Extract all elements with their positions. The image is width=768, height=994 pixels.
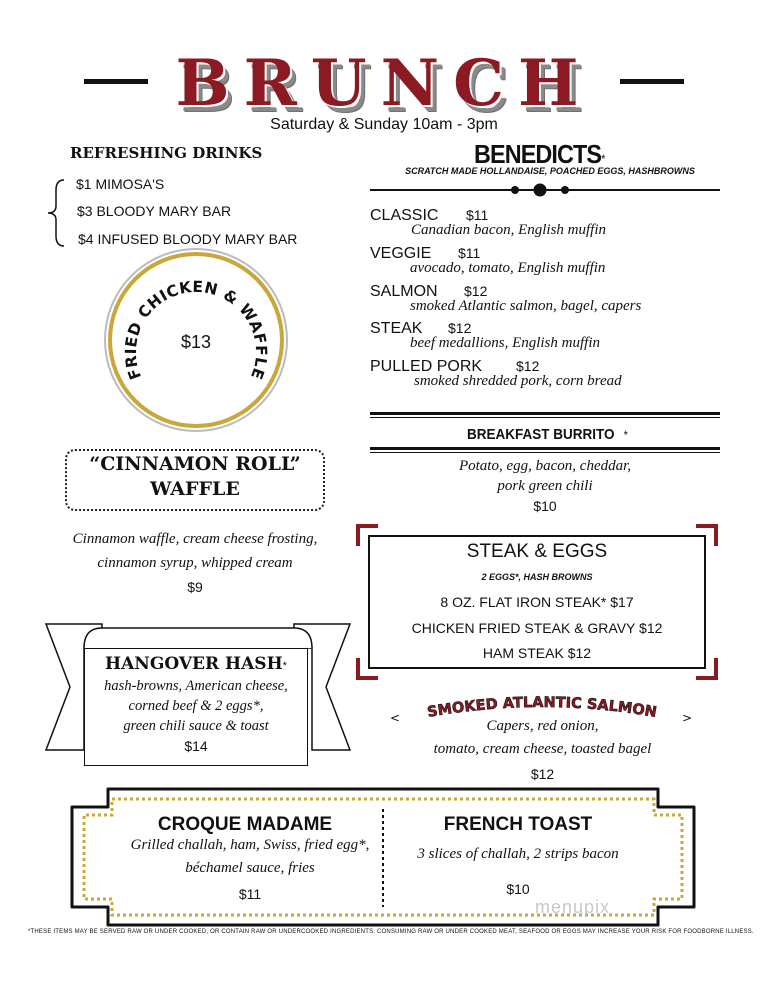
croque-desc: béchamel sauce, fries xyxy=(185,860,315,876)
french-toast-title: FRENCH TOAST xyxy=(443,814,593,835)
svg-text:SMOKED ATLANTIC SALMON: SMOKED ATLANTIC SALMON xyxy=(426,694,658,721)
burrito-price: $10 xyxy=(533,498,557,514)
french-toast-desc: 3 slices of challah, 2 strips bacon xyxy=(417,846,619,862)
page-title: BRUNCH xyxy=(175,46,593,121)
benedict-desc: smoked shredded pork, corn bread xyxy=(414,373,622,389)
hangover-title xyxy=(84,654,308,674)
croque-desc: Grilled challah, ham, Swiss, fried egg*, xyxy=(130,837,370,853)
cinnamon-price: $9 xyxy=(187,579,203,595)
cinnamon-desc: Cinnamon waffle, cream cheese frosting, xyxy=(72,531,318,547)
cinnamon-title-line1: “CINNAMON ROLL” xyxy=(89,453,301,475)
croque-title: CROQUE MADAME xyxy=(157,814,333,835)
benedict-price: $12 xyxy=(464,283,488,299)
burrito-rule-bottom xyxy=(370,447,720,453)
burrito-title xyxy=(467,426,628,443)
raw-warning-star: * xyxy=(282,660,287,672)
benedict-desc: avocado, tomato, English muffin xyxy=(410,260,606,276)
hangover-desc: corned beef & 2 eggs*, xyxy=(128,698,264,714)
french-toast-price: $10 xyxy=(506,881,530,897)
benedict-desc: Canadian bacon, English muffin xyxy=(411,222,606,238)
svg-text:FRIED CHICKEN & WAFFLE: FRIED CHICKEN & WAFFLE xyxy=(121,277,271,382)
benedicts-subtitle: SCRATCH MADE HOLLANDAISE, POACHED EGGS, HASHBROWNS xyxy=(405,166,695,176)
benedicts-divider xyxy=(370,182,720,198)
salmon-desc: Capers, red onion, xyxy=(486,718,599,734)
svg-text:>: > xyxy=(682,711,693,725)
brace-icon xyxy=(44,178,66,248)
benedict-price: $12 xyxy=(516,358,540,374)
svg-text:<: < xyxy=(390,711,401,725)
burrito-desc: Potato, egg, bacon, cheddar, xyxy=(458,458,632,474)
drink-item: $4 INFUSED BLOODY MARY BAR xyxy=(78,231,298,247)
steak-eggs-item: CHICKEN FRIED STEAK & GRAVY $12 xyxy=(411,620,663,636)
benedict-price: $11 xyxy=(458,245,481,261)
burrito-rule-top xyxy=(370,412,720,418)
drinks-heading: REFRESHING DRINKS xyxy=(70,144,263,162)
fried-chicken-price: $13 xyxy=(180,332,212,352)
watermark: menupix xyxy=(535,897,611,917)
cinnamon-desc: cinnamon syrup, whipped cream xyxy=(97,555,293,571)
hangover-desc: green chili sauce & toast xyxy=(123,718,269,734)
benedict-desc: beef medallions, English muffin xyxy=(410,335,600,351)
benedict-price: $11 xyxy=(466,207,489,223)
salmon-price: $12 xyxy=(530,766,555,782)
benedict-name: PULLED PORK xyxy=(370,358,483,375)
steak-eggs-subtitle: 2 EGGS*, HASH BROWNS xyxy=(481,572,593,582)
steak-eggs-title: STEAK & EGGS xyxy=(466,541,608,562)
hours-text: Saturday & Sunday 10am - 3pm xyxy=(270,116,498,133)
header-rule-left xyxy=(84,79,148,84)
benedict-price: $12 xyxy=(448,320,472,336)
footer-disclaimer: *THESE ITEMS MAY BE SERVED RAW OR UNDER COOKED, OR CONTAIN RAW OR UNDERCOOKED INGREDIENTS. CONSUMING RAW OR UNDER COOKED MEAT, SEAFOOD OR EGGS MAY INCREASE YOUR RISK FOR FOODBORNE ILLNESS. xyxy=(28,929,754,935)
raw-warning-star: * xyxy=(601,152,605,166)
croque-price: $11 xyxy=(238,886,262,902)
benedict-name: STEAK xyxy=(370,320,423,337)
hangover-desc: hash-browns, American cheese, xyxy=(104,678,288,694)
steak-eggs-item: 8 OZ. FLAT IRON STEAK* $17 xyxy=(440,594,634,610)
benedict-name: VEGGIE xyxy=(370,245,432,262)
burrito-title-text: BREAKFAST BURRITO xyxy=(467,426,615,443)
steak-eggs-item: HAM STEAK $12 xyxy=(482,645,592,661)
benedict-desc: smoked Atlantic salmon, bagel, capers xyxy=(410,298,642,314)
benedict-name: CLASSIC xyxy=(370,207,439,224)
benedict-name: SALMON xyxy=(370,283,438,300)
hangover-price: $14 xyxy=(184,738,208,754)
header-rule-right xyxy=(620,79,684,84)
drink-item: $3 BLOODY MARY BAR xyxy=(77,203,232,219)
hangover-title-text: HANGOVER HASH xyxy=(105,654,283,674)
salmon-desc: tomato, cream cheese, toasted bagel xyxy=(433,741,652,757)
burrito-desc: pork green chili xyxy=(497,478,593,494)
drink-item: $1 MIMOSA'S xyxy=(76,176,165,192)
benedicts-title-text: BENEDICTS xyxy=(474,139,602,169)
raw-warning-star: * xyxy=(623,428,628,442)
cinnamon-title-line2: WAFFLE xyxy=(150,478,240,500)
